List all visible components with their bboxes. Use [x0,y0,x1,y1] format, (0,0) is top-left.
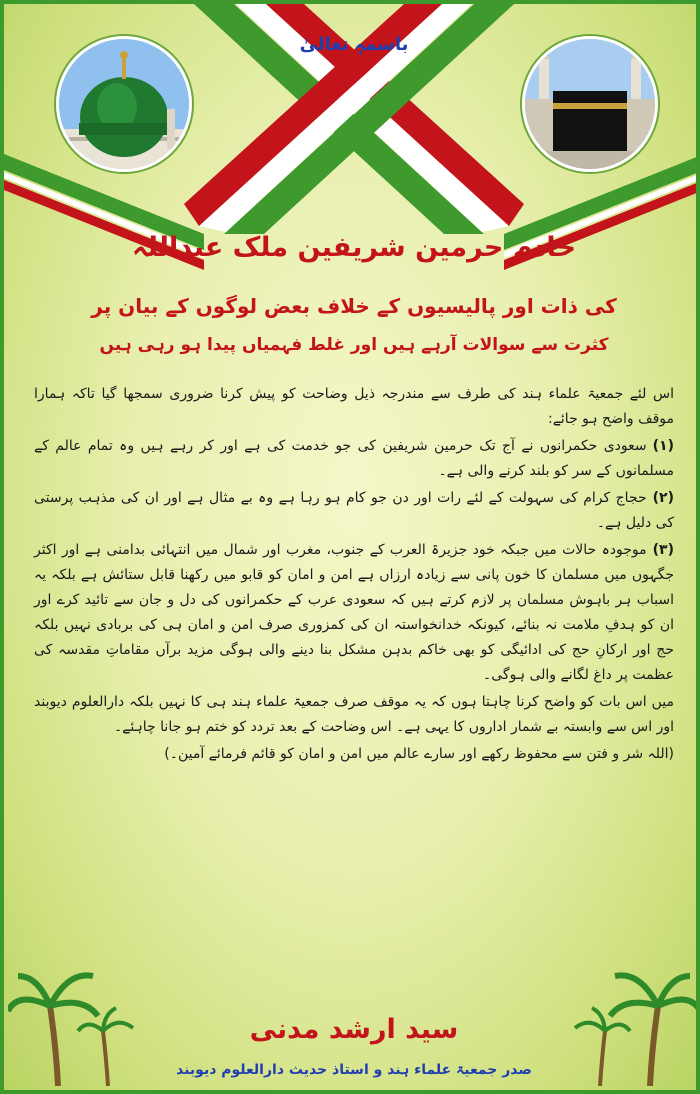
point-2 [34,486,674,536]
subtitle-line-2: کثرت سے سوالات آرہے ہیں اور غلط فہمیاں پیدا ہو رہی ہیں [99,335,609,355]
main-title: خادم حرمین شریفین ملک عبداللہ [131,232,577,263]
point-text: موجودہ حالات میں جبکہ خود جزیرۃ العرب کے جنوب، مغرب اور شمال میں انتہائی بدامنی ہے اور اکثر جگہوں میں مسلمان کا خون پانی سے زیادہ ارزاں ہے امن و امان کو قابو میں رکھنا قابل ستائش ہے بلکہ یہ اسباب ہر باہوش مسلمان پر لازم کرتے ہیں کہ سعودی عرب کے حکمرانوں کی دل و جان سے تائید کرے اور ان کو ہدفِ ملامت نہ بنائے، کیونکہ خدانخواستہ ان کی کمزوری صرف امن و امان ہی کی بربادی نہیں بلکہ حج اور ارکانِ حج کی ادائیگی کو بھی خاکم بدہن مشکل بنا دینے والی ہوگی مزید برآں مقاماتِ مقدسہ کی عظمت پر داغ لگانے والی ہوگی۔ [34,542,674,683]
intro-paragraph: اس لئے جمعیۃ علماء ہند کی طرف سے مندرجہ ذیل وضاحت کو پیش کرنا ضروری سمجھا گیا تاکہ ہمارا موقف واضح ہو جائے: [34,386,674,427]
green-dome-image [56,36,192,172]
palm-tree-right-icon [560,936,700,1086]
point-1 [34,434,674,484]
point-number: (۱) [652,438,674,454]
closing-paragraph: میں اس بات کو واضح کرنا چاہتا ہوں کہ یہ موقف صرف جمعیۃ علماء ہند ہی کا نہیں بلکہ دارالعلوم دیوبند اور اس سے وابستہ بے شمار اداروں کا یہی ہے۔ اس وضاحت کے بعد تردد کو ختم ہو جانا چاہئے۔ [34,694,674,735]
signatory-name: سید ارشد مدنی [249,1014,459,1045]
palm-tree-left-icon [8,936,148,1086]
closing-prayer: (اللہ شر و فتن سے محفوظ رکھے اور سارے عالم میں امن و امان کو قائم فرمائے آمین۔) [164,746,674,762]
signatory-title: صدر جمعیۃ علماء ہند و استاذ حدیث دارالعلوم دیوبند [176,1062,532,1078]
point-text: حجاج کرام کی سہولت کے لئے رات اور دن جو کام ہو رہا ہے وہ بے مثال ہے اور ان کی مذہب پرستی کی دلیل ہے۔ [34,490,674,531]
point-number: (۳) [652,542,674,558]
point-text: سعودی حکمرانوں نے آج تک حرمین شریفین کی جو خدمت کی ہے اور کر رہے ہیں وہ تمام عالم کے مسلمانوں کے سر کو بلند کرنے والی ہے۔ [34,438,674,479]
point-3 [34,538,674,688]
bismillah-text: باسمہٖ تعالیٰ [299,34,409,55]
statement-body [34,382,674,769]
subtitle-line-1: کی ذات اور پالیسیوں کے خلاف بعض لوگوں کے بیان پر [91,294,617,318]
point-number: (۲) [652,490,674,506]
kaaba-image [522,36,658,172]
